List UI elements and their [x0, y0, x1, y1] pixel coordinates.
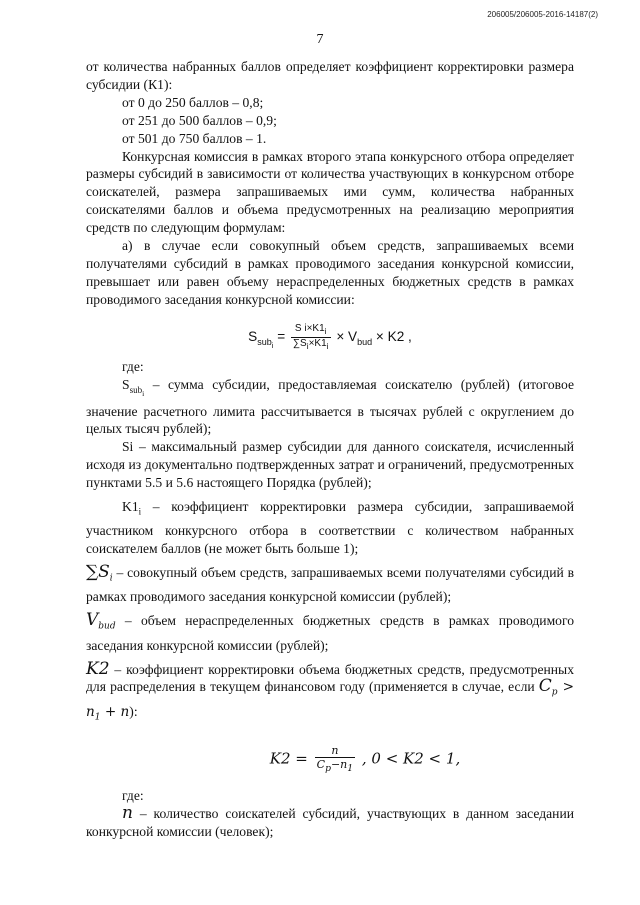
k2-denominator: [315, 758, 355, 775]
k2-den-c: C: [316, 757, 326, 771]
term-n: n: [122, 802, 133, 823]
term-s: S: [122, 377, 130, 393]
formula-lhs: S: [248, 328, 258, 344]
cond-c-sub: p: [551, 688, 558, 699]
k2-den-mid: −n: [330, 757, 348, 771]
paragraph-commission: Конкурсная комиссия в рамках второго этапа конкурсного отбора определяет размеры субсидий в зависимости от количества участвующих в конкурсном отборе соискателей, размера запрашиваемых ими сумм, количества набранных соискателями баллов и объема предусмотренных на реализацию мероприятия средств по следующим формулам:: [86, 148, 574, 236]
formula-numerator: [291, 323, 331, 338]
cond-c: C: [538, 676, 552, 697]
where-label-1: где:: [122, 359, 144, 375]
cond-end: + n: [100, 704, 130, 721]
score-range-3: от 501 до 750 баллов – 1.: [122, 130, 267, 146]
k2-formula: [156, 744, 574, 775]
term-s-sub: sub: [129, 384, 143, 395]
formula-lhs-sub: sub: [257, 336, 272, 347]
numerator-text: S i×K1: [294, 322, 325, 334]
term-v-sub: bud: [98, 621, 116, 632]
formula-lhs-subsub: i: [271, 340, 274, 350]
score-range-1: от 0 до 250 баллов – 0,8;: [122, 94, 264, 110]
subsidy-formula: [86, 323, 574, 355]
formula-fraction: [291, 323, 331, 352]
definition-k1-text: – коэффициент корректировки размера субсидии, запрашиваемой участником конкурсного отбора в соответствии с количеством набранных соискателем баллов (не может быть больше 1);: [86, 499, 574, 556]
definition-k2: [86, 658, 574, 728]
document-id: 206005/206005-2016-14187(2): [487, 10, 598, 19]
page-number: 7: [316, 32, 324, 47]
term-sum-si-sub: i: [109, 573, 113, 584]
page-body: [86, 58, 574, 841]
definition-sum-si-text: – совокупный объем средств, запрашиваемых всеми получателями субсидий в рамках проводимого заседания конкурсной комиссии (рублей);: [86, 564, 574, 605]
formula-rhs-end: × K2 ,: [372, 328, 412, 344]
definition-k2-text: – коэффициент корректировки объема бюджетных средств, предусмотренных для распределения в текущем финансовом году (применяется в случае, если: [86, 661, 574, 695]
definition-s-text: – сумма субсидии, предоставляемая соискателю (рублей) (итоговое значение расчетного лимита рассчитывается в тысячах рублей с округлением до целых тысяч рублей);: [86, 377, 574, 437]
term-k1: K1: [122, 499, 139, 515]
definition-sum-si: [86, 561, 574, 607]
definition-n-text: – количество соискателей субсидий, участвующих в данном заседании конкурсной комиссии (человек);: [86, 805, 574, 839]
k2-numerator: n: [315, 744, 355, 758]
cond-n-sub: 1: [94, 712, 101, 723]
denominator-mid: ×K1: [308, 337, 327, 349]
formula-rhs: × V: [336, 328, 358, 344]
denominator-sub: i: [306, 340, 309, 351]
term-v: V: [86, 610, 99, 631]
cond-rest: > n: [86, 679, 574, 721]
cond-close: ):: [129, 704, 138, 720]
term-sum-si: ∑S: [86, 561, 110, 582]
definition-s-sub: [86, 376, 574, 438]
definition-n: [86, 802, 574, 841]
denominator-text: ∑S: [292, 337, 307, 349]
k2-rhs: , 0 < K2 < 1,: [361, 749, 461, 768]
denominator-sub2: i: [326, 340, 329, 351]
where-label-2: где:: [122, 787, 144, 803]
term-k1-sub: i: [138, 506, 142, 517]
definition-si: Si – максимальный размер субсидии для данного соискателя, исчисленный исходя из документально подтвержденных затрат и ограничений, предусмотренных пунктами 5.5 и 5.6 настоящего Порядка (рублей);: [86, 439, 574, 491]
k2-fraction: [315, 744, 355, 775]
formula-rhs-sub: bud: [357, 336, 373, 347]
k2-den-c-sub: p: [325, 762, 331, 774]
numerator-sub: i: [324, 325, 327, 336]
definition-k1: [86, 498, 574, 557]
definition-vbud: [86, 612, 574, 655]
formula-equals: =: [273, 328, 289, 344]
paragraph-intro: от количества набранных баллов определяет коэффициент корректировки размера субсидии (К1):: [86, 59, 574, 92]
term-k2: K2: [86, 658, 110, 679]
score-range-2: от 251 до 500 баллов – 0,9;: [122, 112, 277, 128]
definition-vbud-text: – объем нераспределенных бюджетных средств в рамках проводимого заседания конкурсной комиссии (рублей);: [86, 613, 574, 653]
formula-denominator: [291, 338, 331, 352]
k2-den-sub2: 1: [347, 762, 354, 774]
k2-lhs: K2 =: [269, 749, 313, 768]
paragraph-case-a: а) в случае если совокупный объем средств, запрашиваемых всеми получателями субсидий в рамках проводимого заседания конкурсной комиссии, превышает или равен объему нераспределенных бюджетных средств в рамках проводимого заседания конкурсной комиссии:: [86, 238, 574, 307]
term-s-subsub: i: [142, 388, 145, 398]
